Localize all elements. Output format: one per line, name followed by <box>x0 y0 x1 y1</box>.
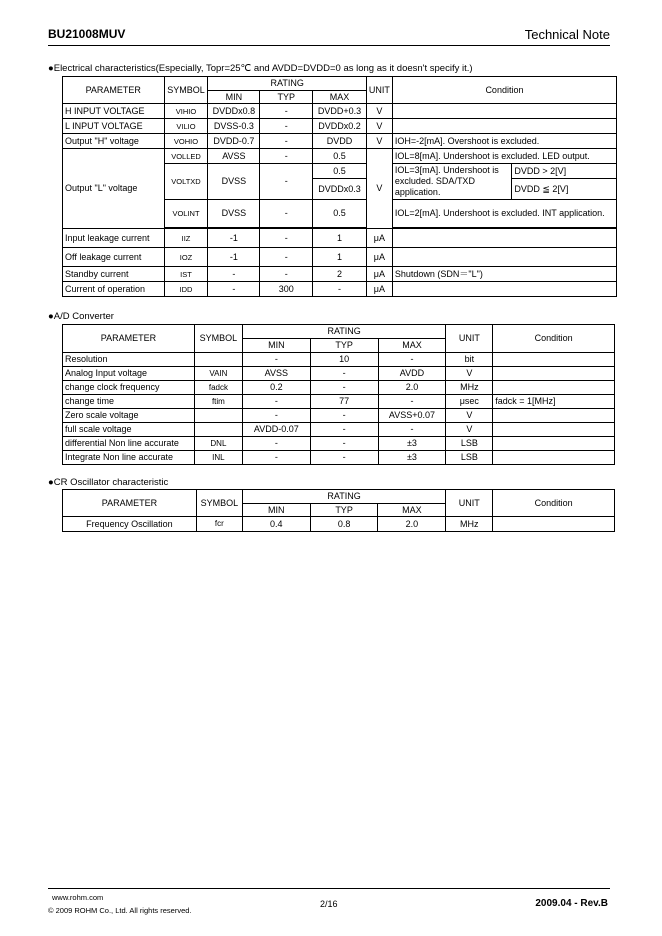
cell-symbol: VIHIO <box>164 104 208 119</box>
cell-min: AVSS <box>208 149 260 164</box>
col-header: Condition <box>392 77 616 104</box>
cell-typ: - <box>260 134 313 149</box>
cell-parameter: full scale voltage <box>63 423 195 437</box>
cell-typ: 10 <box>310 353 378 367</box>
cell-symbol: VOLINT <box>164 200 208 228</box>
cell-condition <box>493 423 615 437</box>
table-row <box>63 409 615 423</box>
cell-parameter: L INPUT VOLTAGE <box>63 119 165 134</box>
col-header: RATING <box>242 325 446 339</box>
cell-typ: - <box>310 451 378 465</box>
cell-typ: 0.8 <box>310 517 378 532</box>
col-header: UNIT <box>366 77 392 104</box>
cell-min: DVDD-0.7 <box>208 134 260 149</box>
col-header: MAX <box>378 339 446 353</box>
cell-unit: LSB <box>446 451 493 465</box>
cell-condition-sub: DVDD > 2[V] <box>512 164 617 179</box>
cell-max: 0.5 <box>313 200 367 228</box>
cell-symbol <box>194 423 242 437</box>
col-header: TYP <box>260 91 313 104</box>
cell-parameter: Zero scale voltage <box>63 409 195 423</box>
cell-max: 2.0 <box>378 381 446 395</box>
cell-condition: IOL=2[mA]. Undershoot is excluded. INT application. <box>392 200 616 228</box>
cell-max: - <box>378 353 446 367</box>
cell-symbol <box>194 409 242 423</box>
cell-min: AVSS <box>242 367 310 381</box>
cell-condition-sub: DVDD ≦ 2[V] <box>512 179 617 200</box>
cell-condition <box>392 248 616 267</box>
cell-unit: MHz <box>446 517 493 532</box>
cell-parameter: Analog Input voltage <box>63 367 195 381</box>
cell-max: DVDDx0.3 <box>313 179 367 200</box>
cell-typ: - <box>310 367 378 381</box>
cell-max: DVDD+0.3 <box>313 104 367 119</box>
col-header: RATING <box>242 490 446 504</box>
cell-symbol: VOHIO <box>164 134 208 149</box>
cell-condition: fadck = 1[MHz] <box>493 395 615 409</box>
cell-parameter: differential Non line accurate <box>63 437 195 451</box>
cell-min: - <box>242 409 310 423</box>
section-title-electrical: ●Electrical characteristics(Especially, Topr=25℃ and AVDD=DVDD=0 as long as it doesn't specify it.) <box>48 63 473 74</box>
footer-url: www.rohm.com <box>52 893 104 902</box>
cell-min: - <box>242 395 310 409</box>
table-row <box>63 149 617 164</box>
col-header: MIN <box>208 91 260 104</box>
cell-condition <box>493 353 615 367</box>
col-header: Condition <box>493 325 615 353</box>
table-row <box>63 248 617 267</box>
cell-typ: - <box>260 164 313 200</box>
cell-symbol: VAIN <box>194 367 242 381</box>
cell-min: -1 <box>208 248 260 267</box>
cell-parameter: Standby current <box>63 267 165 282</box>
cell-symbol: INL <box>194 451 242 465</box>
cell-typ: - <box>310 423 378 437</box>
cell-symbol: IOZ <box>164 248 208 267</box>
table-row <box>63 267 617 282</box>
cell-max: - <box>378 423 446 437</box>
col-header: SYMBOL <box>194 325 242 353</box>
cell-typ: - <box>260 119 313 134</box>
table-row <box>63 104 617 119</box>
cell-condition <box>493 367 615 381</box>
cell-symbol: VOLTXD <box>164 164 208 200</box>
table-row <box>63 517 615 532</box>
col-header: MIN <box>242 339 310 353</box>
revision: 2009.04 - Rev.B <box>535 898 608 909</box>
cell-unit: V <box>366 149 392 229</box>
table-row <box>63 229 617 248</box>
cell-parameter: Frequency Oscillation <box>63 517 197 532</box>
header-divider <box>48 45 610 46</box>
cell-typ: - <box>260 229 313 248</box>
ad-converter-table <box>62 324 615 465</box>
table-row <box>63 395 615 409</box>
cell-symbol: VOLLED <box>164 149 208 164</box>
cell-symbol: DNL <box>194 437 242 451</box>
cell-max: 2 <box>313 267 367 282</box>
cell-min: DVSS-0.3 <box>208 119 260 134</box>
cell-condition <box>392 229 616 248</box>
cell-parameter: Output "L" voltage <box>63 149 165 229</box>
table-row <box>63 134 617 149</box>
cell-symbol: IDD <box>164 282 208 297</box>
cell-typ: - <box>310 381 378 395</box>
cell-max: - <box>378 395 446 409</box>
cell-typ: - <box>310 437 378 451</box>
cell-parameter: Output "H" voltage <box>63 134 165 149</box>
cell-unit: V <box>446 423 493 437</box>
col-header: TYP <box>310 504 378 517</box>
col-header: MAX <box>378 504 446 517</box>
page-number: 2/16 <box>320 899 338 909</box>
table-row <box>63 353 615 367</box>
cell-condition: IOL=8[mA]. Undershoot is excluded. LED output. <box>392 149 616 164</box>
footer-copyright: © 2009 ROHM Co., Ltd. All rights reserved. <box>48 906 192 915</box>
cell-symbol: fcr <box>196 517 242 532</box>
cell-min: - <box>208 282 260 297</box>
cell-max: AVSS+0.07 <box>378 409 446 423</box>
cell-min: - <box>208 267 260 282</box>
cell-parameter: Input leakage current <box>63 229 165 248</box>
cell-condition: Shutdown (SDN＝"L") <box>392 267 616 282</box>
table-row <box>63 367 615 381</box>
cell-condition <box>493 451 615 465</box>
cell-max: 1 <box>313 248 367 267</box>
cell-min: - <box>242 451 310 465</box>
table-row <box>63 119 617 134</box>
cell-symbol: IIZ <box>164 229 208 248</box>
cell-condition: IOH=-2[mA]. Overshoot is excluded. <box>392 134 616 149</box>
cell-parameter: Integrate Non line accurate <box>63 451 195 465</box>
cell-typ: - <box>260 149 313 164</box>
cell-symbol <box>194 353 242 367</box>
cell-max: 0.5 <box>313 164 367 179</box>
ad-converter-rows <box>63 353 615 465</box>
cell-min: DVSS <box>208 164 260 200</box>
cell-symbol: fadck <box>194 381 242 395</box>
table-row <box>63 437 615 451</box>
cell-typ: - <box>310 409 378 423</box>
col-header: TYP <box>310 339 378 353</box>
cell-unit: μsec <box>446 395 493 409</box>
cell-parameter: Resolution <box>63 353 195 367</box>
document-title: BU21008MUV <box>48 27 126 41</box>
cell-symbol: ftim <box>194 395 242 409</box>
cell-min: DVDDx0.8 <box>208 104 260 119</box>
cell-min: - <box>242 353 310 367</box>
cell-condition: IOL=3[mA]. Undershoot is excluded. SDA/TXD application. <box>392 164 511 200</box>
cell-condition <box>392 104 616 119</box>
cell-unit: μA <box>366 229 392 248</box>
cell-condition <box>392 282 616 297</box>
col-header: UNIT <box>446 490 493 517</box>
document-type: Technical Note <box>524 27 610 42</box>
cell-parameter: change time <box>63 395 195 409</box>
col-header: PARAMETER <box>63 77 165 104</box>
cell-unit: V <box>366 119 392 134</box>
cell-unit: V <box>446 409 493 423</box>
col-header: SYMBOL <box>196 490 242 517</box>
col-header: MIN <box>242 504 310 517</box>
cr-oscillator-table <box>62 489 615 532</box>
cell-unit: V <box>366 104 392 119</box>
cell-min: 0.4 <box>242 517 310 532</box>
electrical-characteristics-table <box>62 76 617 297</box>
cell-unit: μA <box>366 248 392 267</box>
cell-max: AVDD <box>378 367 446 381</box>
cell-min: AVDD-0.07 <box>242 423 310 437</box>
cell-min: - <box>242 437 310 451</box>
cell-condition <box>493 409 615 423</box>
cell-max: DVDDx0.2 <box>313 119 367 134</box>
footer-divider <box>48 888 610 889</box>
cell-parameter: change clock frequency <box>63 381 195 395</box>
cell-unit: μA <box>366 267 392 282</box>
col-header: PARAMETER <box>63 325 195 353</box>
cell-unit: bit <box>446 353 493 367</box>
cell-symbol: VILIO <box>164 119 208 134</box>
cell-min: 0.2 <box>242 381 310 395</box>
cell-parameter: H INPUT VOLTAGE <box>63 104 165 119</box>
col-header: MAX <box>313 91 367 104</box>
cell-max: 2.0 <box>378 517 446 532</box>
cell-unit: V <box>446 367 493 381</box>
cell-condition <box>493 517 615 532</box>
table-row <box>63 282 617 297</box>
cell-max: - <box>313 282 367 297</box>
cell-condition <box>392 119 616 134</box>
section-title-cr: ●CR Oscillator characteristic <box>48 477 169 488</box>
cell-min: -1 <box>208 229 260 248</box>
section-title-adc: ●A/D Converter <box>48 311 114 322</box>
cell-condition <box>493 437 615 451</box>
col-header: Condition <box>493 490 615 517</box>
cell-max: ±3 <box>378 437 446 451</box>
cell-unit: μA <box>366 282 392 297</box>
cell-max: 0.5 <box>313 149 367 164</box>
cell-typ: - <box>260 200 313 228</box>
cell-max: ±3 <box>378 451 446 465</box>
col-header: RATING <box>208 77 366 91</box>
cell-typ: 300 <box>260 282 313 297</box>
cell-symbol: IST <box>164 267 208 282</box>
cell-unit: LSB <box>446 437 493 451</box>
table-row <box>63 451 615 465</box>
cell-unit: MHz <box>446 381 493 395</box>
cell-max: 1 <box>313 229 367 248</box>
cell-min: DVSS <box>208 200 260 228</box>
cell-unit: V <box>366 134 392 149</box>
col-header: SYMBOL <box>164 77 208 104</box>
cell-condition <box>493 381 615 395</box>
col-header: PARAMETER <box>63 490 197 517</box>
cell-typ: - <box>260 248 313 267</box>
cell-parameter: Current of operation <box>63 282 165 297</box>
table-row <box>63 381 615 395</box>
cell-typ: 77 <box>310 395 378 409</box>
col-header: UNIT <box>446 325 493 353</box>
cell-typ: - <box>260 267 313 282</box>
table-row <box>63 423 615 437</box>
cell-parameter: Off leakage current <box>63 248 165 267</box>
cell-typ: - <box>260 104 313 119</box>
cell-max: DVDD <box>313 134 367 149</box>
